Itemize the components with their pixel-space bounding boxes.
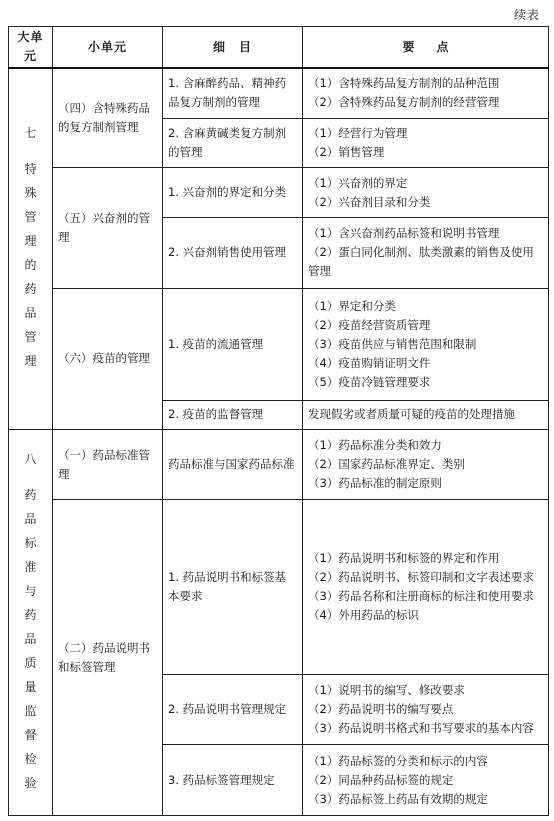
- list-item: （5）疫苗冷链管理要求: [308, 374, 431, 389]
- points-list: [308, 174, 543, 212]
- list-item: （2）含特殊药品复方制剂的经营管理: [308, 95, 500, 110]
- list-item: （1）兴奋剂的界定: [308, 175, 408, 190]
- points-cell: [303, 429, 549, 500]
- table-row: [9, 288, 549, 401]
- item-cell: 2. 兴奋剂销售使用管理: [163, 217, 303, 288]
- item-cell: 药品标准与国家药品标准: [163, 429, 303, 500]
- item-cell: 2. 药品说明书管理规定: [163, 674, 303, 745]
- list-item: （3）疫苗供应与销售范围和限制: [308, 336, 477, 351]
- list-item: （1）说明书的编写、修改要求: [308, 683, 465, 697]
- header-row: [9, 27, 549, 69]
- list-item: （1）含兴奋剂药品标签和说明书管理: [308, 226, 500, 241]
- item-cell: 2. 含麻黄碱类复方制剂的管理: [163, 118, 303, 168]
- subunit-cell: （一）药品标准管理: [53, 429, 163, 500]
- subunit-cell: （二）药品说明书和标签管理: [53, 500, 163, 816]
- item-cell: 2. 疫苗的监督管理: [163, 401, 303, 430]
- list-item: （3）药品名称和注册商标的标注和使用要求: [308, 589, 534, 604]
- list-item: （2）同品种药品标签的规定: [308, 772, 454, 787]
- list-item: （1）药品标准分类和效力: [308, 438, 442, 453]
- points-cell: [303, 118, 549, 168]
- unit-number: 八: [24, 451, 37, 466]
- list-item: （1）药品说明书和标签的界定和作用: [308, 551, 500, 566]
- points-cell: [303, 674, 549, 745]
- points-list: [308, 74, 543, 112]
- syllabus-table: [8, 26, 549, 816]
- list-item: （1）经营行为管理: [308, 126, 408, 140]
- item-cell: 1. 兴奋剂的界定和分类: [163, 168, 303, 218]
- unit-cell: [9, 68, 53, 429]
- points-cell: [303, 168, 549, 218]
- table-row: [9, 500, 549, 674]
- list-item: （4）外用药品的标识: [308, 608, 419, 623]
- points-list: [308, 681, 543, 738]
- points-list: [308, 436, 543, 493]
- points-list: [308, 124, 543, 162]
- points-cell: [303, 500, 549, 674]
- list-item: （1）界定和分类: [308, 298, 396, 313]
- continued-label: 续表: [513, 8, 540, 22]
- list-item: （2）国家药品标准界定、类别: [308, 457, 465, 472]
- subunit-cell: （六）疫苗的管理: [53, 288, 163, 429]
- unit-name: 药品标准与药品质量监督检验: [24, 487, 37, 790]
- points-cell: [303, 401, 549, 430]
- list-item: （2）蛋白同化制剂、肽类激素的销售及使用管理: [308, 245, 534, 279]
- unit-cell: [9, 429, 53, 815]
- header-points: 要点: [303, 27, 549, 69]
- list-item: （3）药品标准的制定原则: [308, 476, 442, 491]
- points-cell: [303, 68, 549, 118]
- list-item: （2）药品说明书的编写要点: [308, 702, 454, 716]
- list-item: （2）药品说明书、标签印制和文字表述要求: [308, 570, 534, 585]
- points-cell: [303, 288, 549, 401]
- points-cell: [303, 217, 549, 288]
- list-item: （3）药品说明书格式和书写要求的基本内容: [308, 721, 534, 735]
- syllabus-body: [9, 68, 549, 816]
- list-item: （2）疫苗经营资质管理: [308, 317, 431, 332]
- header-subunit: 小单元: [53, 27, 163, 69]
- item-cell: 1. 药品说明书和标签基本要求: [163, 500, 303, 674]
- header-unit: 大单元: [9, 27, 53, 69]
- header-item: 细 目: [163, 27, 303, 69]
- points-list: [308, 752, 543, 809]
- list-item: （3）药品标签上药品有效期的规定: [308, 791, 488, 806]
- points-list: [308, 297, 543, 392]
- subunit-cell: （四）含特殊药品的复方制剂管理: [53, 68, 163, 168]
- unit-number: 七: [24, 126, 37, 141]
- table-row: [9, 68, 549, 118]
- item-cell: 3. 药品标签管理规定: [163, 745, 303, 816]
- list-item: （1）含特殊药品复方制剂的品种范围: [308, 76, 500, 91]
- table-row: [9, 429, 549, 500]
- list-item: 发现假劣或者质量可疑的疫苗的处理措施: [308, 407, 515, 422]
- item-cell: 1. 含麻醉药品、精神药品复方制剂的管理: [163, 68, 303, 118]
- list-item: （4）疫苗购销证明文件: [308, 355, 431, 370]
- points-list: [308, 549, 543, 625]
- list-item: （2）兴奋剂目录和分类: [308, 194, 431, 209]
- table-row: [9, 168, 549, 218]
- list-item: （1）药品标签的分类和标示的内容: [308, 753, 488, 768]
- points-list: [308, 405, 543, 424]
- list-item: （2）销售管理: [308, 145, 385, 159]
- subunit-cell: （五）兴奋剂的管理: [53, 168, 163, 288]
- points-cell: [303, 745, 549, 816]
- unit-name: 特殊管理的药品管理: [24, 162, 37, 369]
- item-cell: 1. 疫苗的流通管理: [163, 288, 303, 401]
- points-list: [308, 224, 543, 281]
